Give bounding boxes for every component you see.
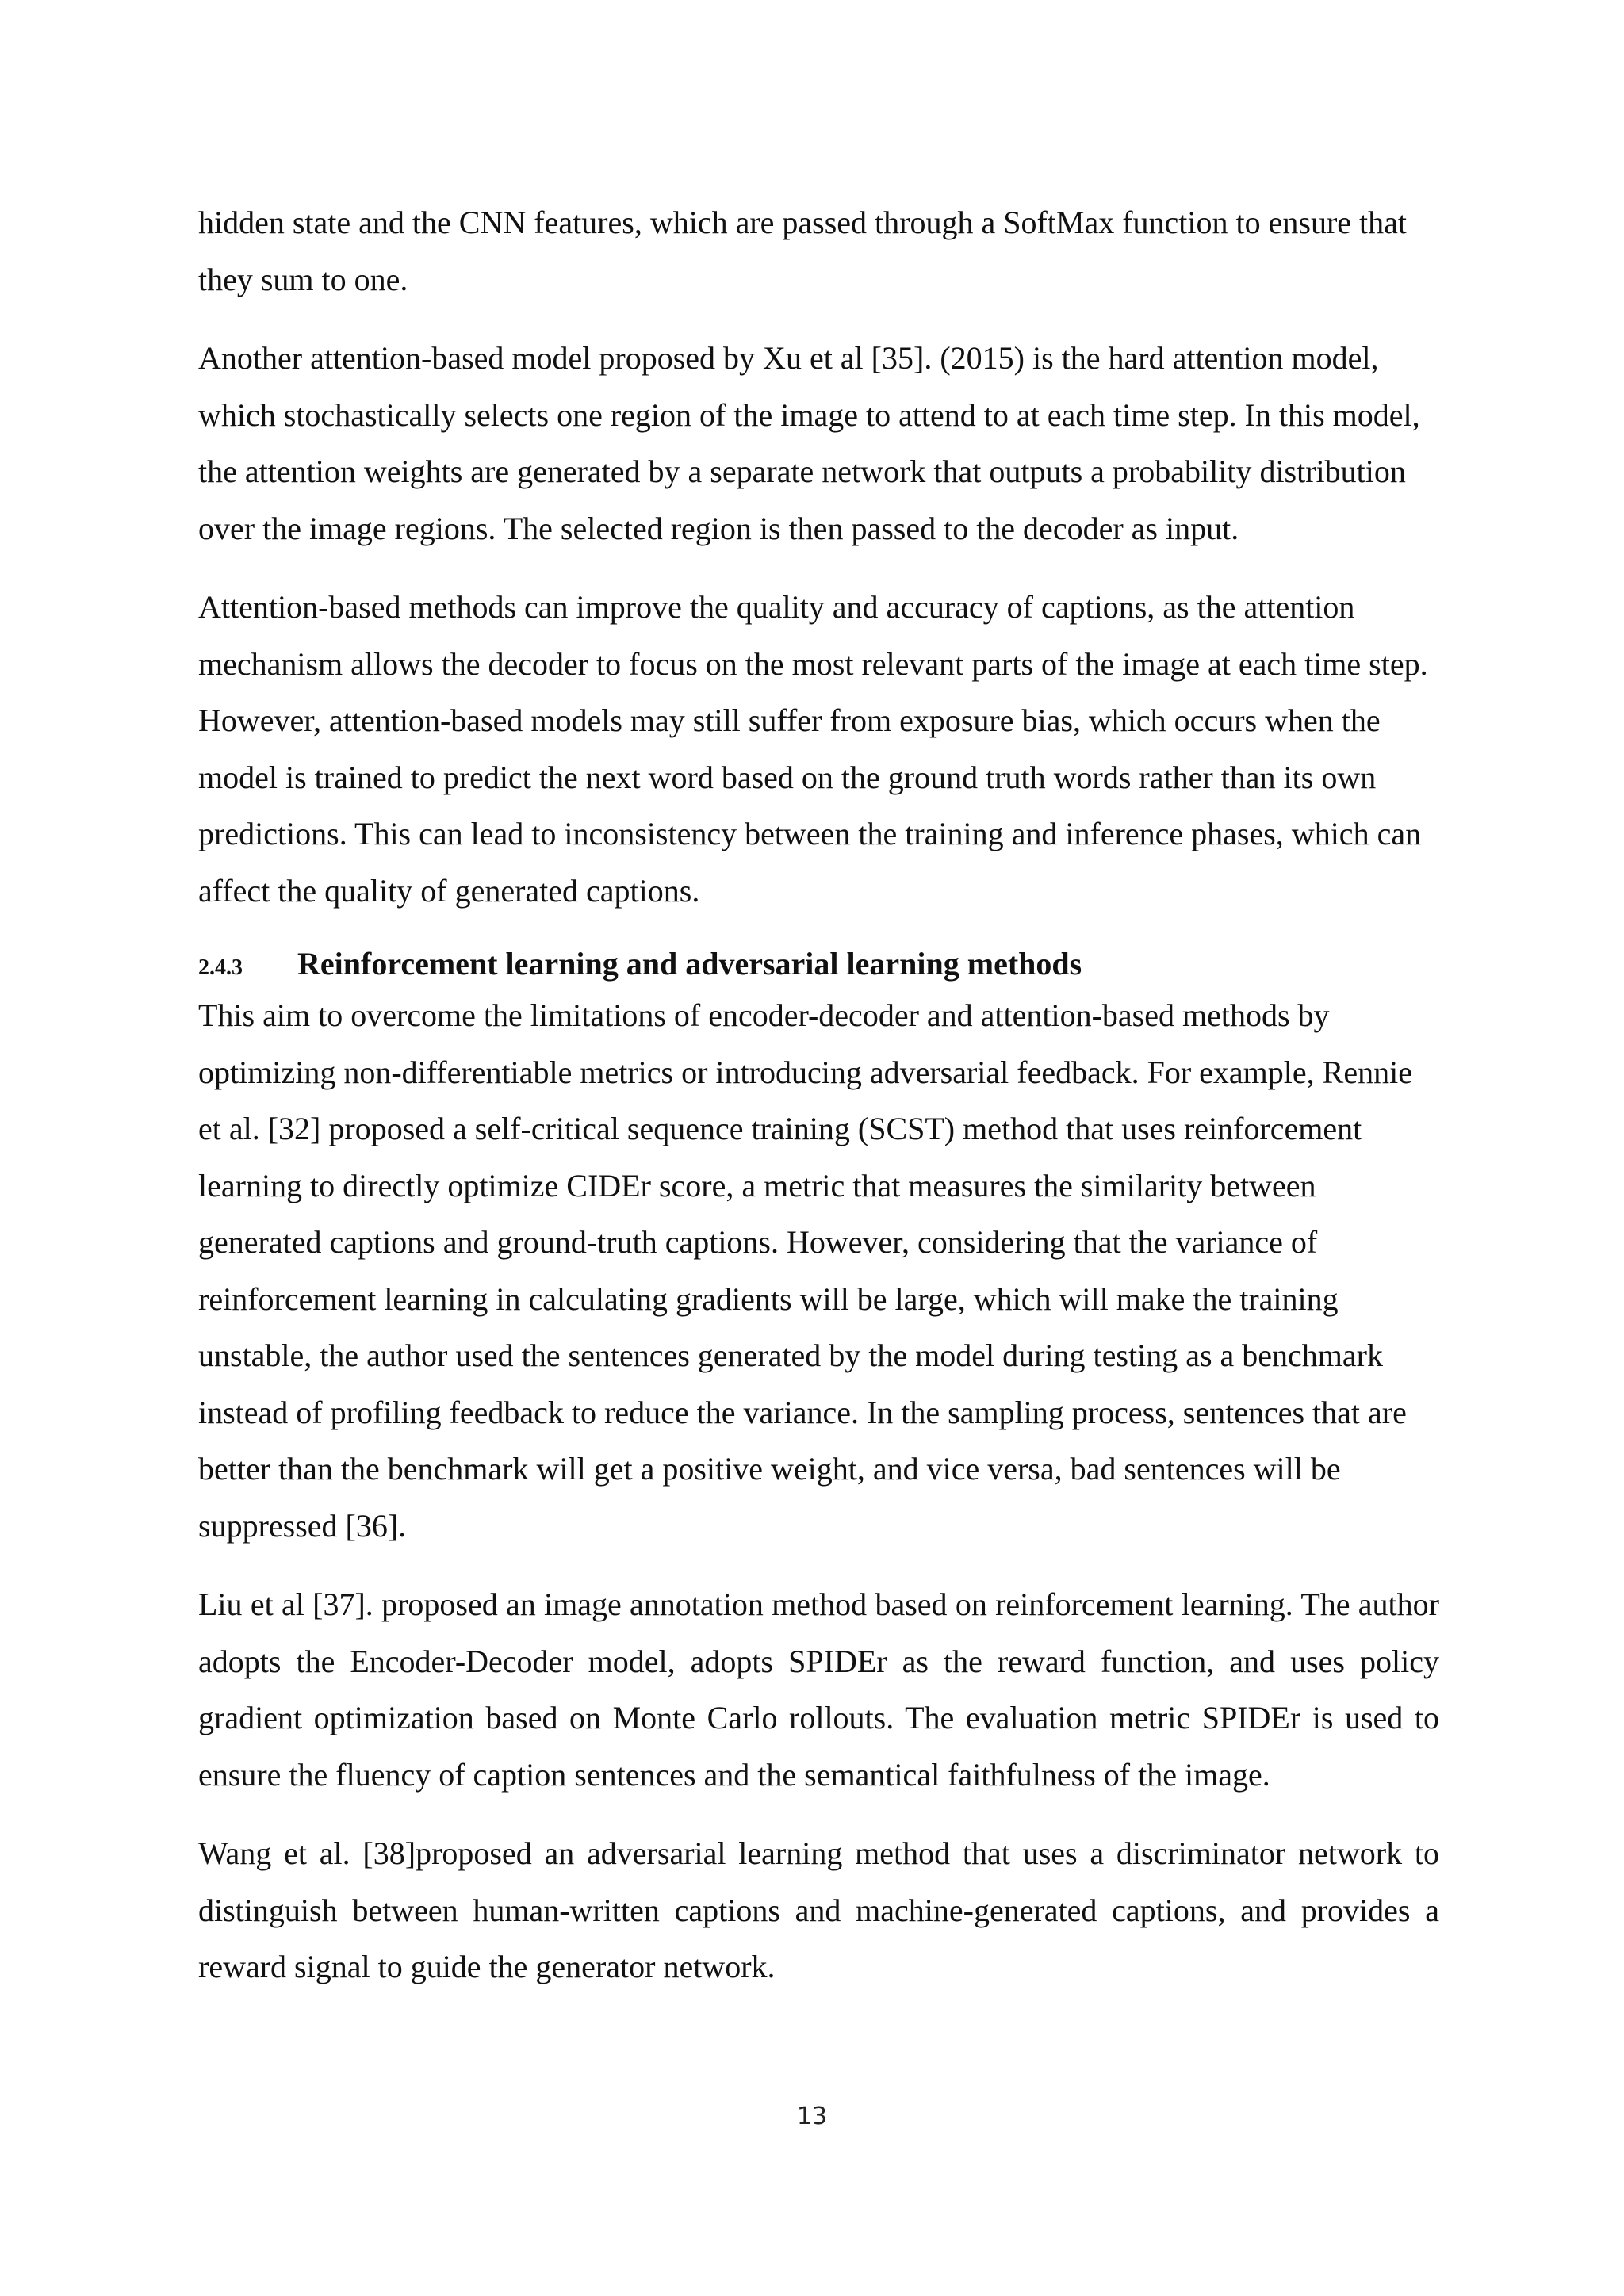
paragraph-5: Liu et al [37]. proposed an image annotation method based on reinforcement learning. The author adopts the Encoder-Decoder model, adopts SPIDEr as the reward function, and uses policy gradient optimization based on Monte Carlo rollouts. The evaluation metric SPIDEr is used to ensure the fluency of caption sentences and the semantical faithfulness of the image. — [198, 1586, 1439, 1793]
paragraph-6: Wang et al. [38]proposed an adversarial learning method that uses a discriminator network to distinguish between human-written captions and machine-generated captions, and provides a reward signal to guide the generator network. — [198, 1835, 1439, 1984]
page-number: 13 — [796, 2103, 828, 2130]
section-number: 2.4.3 — [198, 955, 243, 980]
section-title: Reinforcement learning and adversarial learning methods — [297, 946, 1082, 982]
section-heading — [198, 941, 1439, 987]
page-body — [198, 194, 1439, 2018]
paragraph-2: Another attention-based model proposed by Xu et al [35]. (2015) is the hard attention model, which stochastically selects one region of the image to attend to at each time step. In this model, the attention weights are generated by a separate network that outputs a probability distribution over the image regions. The selected region is then passed to the decoder as input. — [198, 340, 1420, 546]
paragraph-1: hidden state and the CNN features, which are passed through a SoftMax function to ensure that they sum to one. — [198, 205, 1408, 297]
paragraph-3: Attention-based methods can improve the quality and accuracy of captions, as the attention mechanism allows the decoder to focus on the most relevant parts of the image at each time step. However, attention-based models may still suffer from exposure bias, which occurs when the model is trained to predict the next word based on the ground truth words rather than its own predictions. This can lead to inconsistency between the training and inference phases, which can affect the quality of generated captions. — [198, 589, 1428, 909]
paragraph-4: This aim to overcome the limitations of encoder-decoder and attention-based methods by optimizing non-differentiable metrics or introducing adversarial feedback. For example, Rennie et al. [32] proposed a self-critical sequence training (SCST) method that uses reinforcement learning to directly optimize CIDEr score, a metric that measures the similarity between generated captions and ground-truth captions. However, considering that the variance of reinforcement learning in calculating gradients will be large, which will make the training unstable, the author used the sentences generated by the model during testing as a benchmark instead of profiling feedback to reduce the variance. In the sampling process, sentences that are better than the benchmark will get a positive weight, and vice versa, bad sentences will be suppressed [36]. — [198, 997, 1412, 1544]
